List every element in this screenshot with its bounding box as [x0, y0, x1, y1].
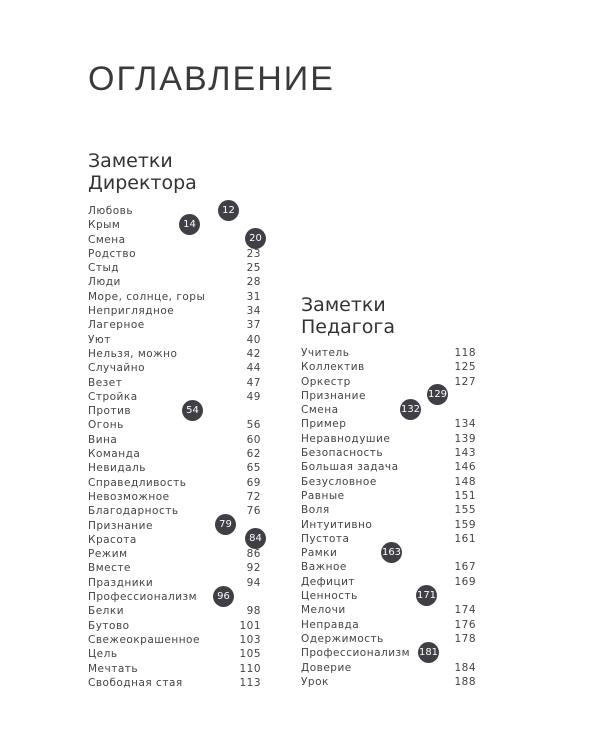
toc-entry-label: Неправда [301, 618, 360, 631]
toc-entry-label: Справедливость [88, 476, 187, 489]
toc-entry-label: Учитель [301, 347, 350, 359]
toc-entry-label: Рамки [301, 547, 338, 560]
page-number: 49 [246, 390, 261, 403]
toc-entry-label: Белки [88, 605, 125, 618]
toc-entry-label: Неравнодушие [301, 432, 391, 445]
page-number-badge: 163 [381, 542, 402, 563]
toc-entry-label: Против [88, 405, 132, 418]
toc-entry-label: Режим [88, 548, 128, 561]
toc-entry[interactable] [301, 417, 476, 431]
toc-entry[interactable] [301, 661, 476, 675]
toc-entry-label: Важное [301, 561, 347, 574]
page-number: 40 [246, 333, 261, 346]
toc-entry[interactable] [88, 490, 261, 504]
page-number-badge: 79 [215, 514, 236, 535]
toc-entry[interactable] [301, 632, 476, 646]
page-number: 118 [454, 347, 476, 359]
toc-entry-label: Вместе [88, 562, 131, 575]
toc-entry-label: Дефицит [301, 575, 356, 588]
toc-entry-label: Свободная стая [88, 676, 183, 689]
toc-entry[interactable] [301, 375, 476, 389]
page-number: 127 [454, 375, 476, 388]
toc-entry[interactable] [301, 489, 476, 503]
page-number-badge: 12 [218, 200, 239, 221]
toc-entry-label: Профессионализм [88, 591, 198, 604]
toc-entry[interactable] [88, 361, 261, 375]
toc-entry[interactable] [88, 376, 261, 390]
toc-entry-label: Случайно [88, 362, 146, 375]
toc-entry-label: Вина [88, 433, 118, 446]
toc-entry-label: Люди [88, 276, 121, 289]
page-number: 34 [246, 305, 261, 318]
toc-entry[interactable] [88, 476, 261, 490]
page-number: 125 [454, 361, 476, 374]
toc-entry[interactable] [88, 290, 261, 304]
toc-entry[interactable] [301, 460, 476, 474]
page-number: 161 [454, 532, 476, 545]
toc-entry-label: Родство [88, 247, 137, 260]
toc-entry-label: Красота [88, 533, 137, 546]
page-number: 28 [246, 276, 261, 289]
toc-entry-label: Крым [88, 219, 121, 232]
toc-entry-label: Праздники [88, 576, 154, 589]
page-number: 62 [246, 448, 261, 461]
toc-entry-label: Интуитивно [301, 518, 373, 531]
page-number: 113 [239, 676, 261, 689]
toc-entry-label: Коллектив [301, 361, 365, 374]
page-number-badge: 132 [400, 399, 421, 420]
toc-entry-label: Любовь [88, 205, 134, 217]
page-number: 176 [454, 618, 476, 631]
toc-entry[interactable] [88, 404, 261, 418]
page-number-badge: 14 [179, 214, 200, 235]
toc-entry[interactable] [301, 446, 476, 460]
toc-entry[interactable] [88, 233, 261, 247]
page-number: 72 [246, 490, 261, 503]
page-number: 23 [246, 247, 261, 260]
section-title-line: Заметки [88, 150, 173, 172]
toc-entry[interactable] [301, 675, 476, 689]
toc-entry-label: Невидаль [88, 462, 146, 475]
page-number: 134 [454, 418, 476, 431]
page-number: 31 [246, 290, 261, 303]
toc-entry-label: Одержимость [301, 632, 384, 645]
toc-entry-label: Цель [88, 648, 118, 661]
page-number: 101 [239, 619, 261, 632]
toc-entry-label: Урок [301, 675, 329, 688]
toc-entry-label: Пустота [301, 532, 350, 545]
page-number: 155 [454, 504, 476, 517]
toc-entry[interactable] [301, 403, 476, 417]
page-number: 188 [454, 675, 476, 688]
toc-entry-label: Ценность [301, 590, 358, 603]
page-number: 56 [246, 419, 261, 432]
page-number-badge: 171 [416, 585, 437, 606]
toc-entry[interactable] [88, 561, 261, 575]
toc-entry-label: Смена [301, 404, 339, 417]
section-title-teacher [301, 294, 395, 338]
toc-entry[interactable] [88, 318, 261, 332]
toc-entry[interactable] [301, 646, 476, 660]
toc-entry-label: Благодарность [88, 505, 179, 518]
toc-entry[interactable] [88, 576, 261, 590]
section-title-director [88, 150, 197, 194]
page-number: 178 [454, 632, 476, 645]
toc-entry[interactable] [301, 518, 476, 532]
toc-entry[interactable] [88, 662, 261, 676]
toc-entry[interactable] [88, 275, 261, 289]
toc-entry[interactable] [301, 360, 476, 374]
page-number-badge: 20 [245, 228, 266, 249]
toc-entry-label: Безопасность [301, 447, 384, 460]
toc-entry[interactable] [88, 676, 261, 690]
page-number: 76 [246, 505, 261, 518]
page-number-badge: 129 [427, 384, 448, 405]
toc-entry[interactable] [88, 204, 261, 218]
page-number: 69 [246, 476, 261, 489]
toc-entry-label: Бутово [88, 619, 130, 632]
page-number: 42 [246, 347, 261, 360]
toc-entry-label: Безусловное [301, 475, 377, 488]
toc-entry[interactable] [88, 390, 261, 404]
toc-entry[interactable] [88, 461, 261, 475]
page-number: 159 [454, 518, 476, 531]
toc-entry[interactable] [301, 589, 476, 603]
toc-list-teacher [301, 346, 476, 689]
toc-entry-label: Профессионализм [301, 647, 411, 660]
toc-entry-label: Пример [301, 418, 347, 431]
page-number: 92 [246, 562, 261, 575]
toc-entry[interactable] [88, 533, 261, 547]
toc-entry-label: Лагерное [88, 319, 145, 332]
page-number-badge: 84 [245, 528, 266, 549]
page-number: 146 [454, 461, 476, 474]
toc-entry[interactable] [88, 218, 261, 232]
page-number: 110 [239, 662, 261, 675]
toc-entry[interactable] [88, 504, 261, 518]
toc-entry[interactable] [301, 503, 476, 517]
page-number: 44 [246, 362, 261, 375]
toc-entry-label: Признание [301, 389, 366, 402]
toc-entry-label: Команда [88, 448, 141, 461]
toc-entry[interactable] [88, 247, 261, 261]
toc-entry[interactable] [301, 618, 476, 632]
toc-list-director [88, 204, 261, 690]
toc-entry[interactable] [88, 261, 261, 275]
toc-entry[interactable] [88, 347, 261, 361]
toc-entry[interactable] [88, 647, 261, 661]
toc-entry-label: Уют [88, 333, 111, 346]
page-number: 98 [246, 605, 261, 618]
page-number: 60 [246, 433, 261, 446]
page-number-badge: 181 [418, 642, 439, 663]
toc-entry[interactable] [88, 590, 261, 604]
toc-entry-label: Мечтать [88, 662, 139, 675]
page-number: 139 [454, 432, 476, 445]
toc-entry-label: Невозможное [88, 490, 170, 503]
page-number: 65 [246, 462, 261, 475]
toc-entry-label: Нельзя, можно [88, 347, 178, 360]
toc-entry[interactable] [88, 447, 261, 461]
toc-entry[interactable] [88, 418, 261, 432]
toc-entry[interactable] [88, 604, 261, 618]
toc-entry-label: Большая задача [301, 461, 399, 474]
section-title-line: Директора [88, 172, 197, 194]
page-number: 25 [246, 262, 261, 275]
page-number: 94 [246, 576, 261, 589]
toc-entry[interactable] [88, 433, 261, 447]
page-number: 143 [454, 447, 476, 460]
toc-entry-label: Море, солнце, горы [88, 290, 206, 303]
toc-entry[interactable] [88, 619, 261, 633]
toc-entry[interactable] [301, 560, 476, 574]
page-number-badge: 54 [182, 400, 203, 421]
page-number: 174 [454, 604, 476, 617]
page-number: 47 [246, 376, 261, 389]
toc-entry[interactable] [301, 432, 476, 446]
page-number: 37 [246, 319, 261, 332]
toc-entry[interactable] [88, 547, 261, 561]
toc-entry[interactable] [301, 389, 476, 403]
toc-entry[interactable] [301, 475, 476, 489]
toc-entry-label: Свежеокрашенное [88, 633, 200, 646]
toc-entry[interactable] [301, 603, 476, 617]
toc-entry-label: Воля [301, 504, 330, 517]
page-number: 148 [454, 475, 476, 488]
section-title-line: Педагога [301, 316, 395, 338]
toc-entry[interactable] [301, 546, 476, 560]
toc-entry-label: Оркестр [301, 375, 351, 388]
toc-entry[interactable] [301, 575, 476, 589]
toc-entry-label: Стыд [88, 262, 119, 275]
toc-entry[interactable] [88, 304, 261, 318]
toc-entry-label: Доверие [301, 661, 352, 674]
toc-entry[interactable] [88, 633, 261, 647]
page-title: ОГЛАВЛЕНИЕ [88, 60, 335, 98]
toc-entry-label: Неприглядное [88, 305, 175, 318]
page-number: 86 [246, 548, 261, 561]
section-title-line: Заметки [301, 294, 386, 316]
toc-entry[interactable] [301, 346, 476, 360]
toc-entry-label: Смена [88, 233, 126, 246]
toc-entry-label: Признание [88, 519, 153, 532]
toc-entry[interactable] [88, 519, 261, 533]
page-number: 169 [454, 575, 476, 588]
toc-entry[interactable] [88, 333, 261, 347]
toc-entry-label: Равные [301, 489, 345, 502]
toc-entry-label: Мелочи [301, 604, 346, 617]
page-number: 105 [239, 648, 261, 661]
page-number: 151 [454, 489, 476, 502]
page-number-badge: 96 [213, 586, 234, 607]
toc-entry-label: Огонь [88, 419, 124, 432]
page-number: 103 [239, 633, 261, 646]
page-number: 184 [454, 661, 476, 674]
toc-entry-label: Стройка [88, 390, 138, 403]
page-number: 167 [454, 561, 476, 574]
toc-entry-label: Везет [88, 376, 123, 389]
